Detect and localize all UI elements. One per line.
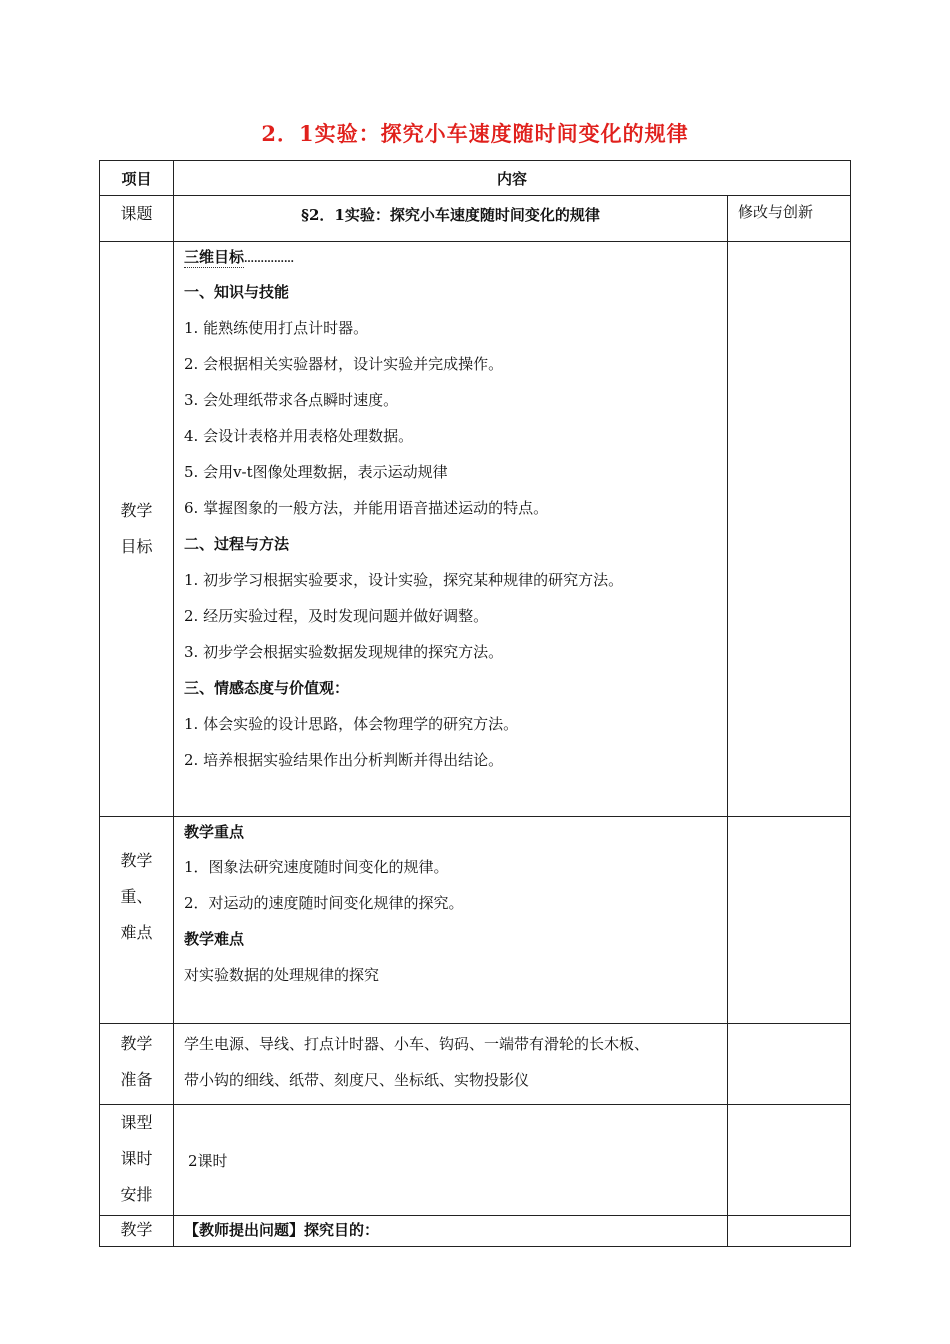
schedule-label <box>100 1105 174 1216</box>
objectives-heading-dots: …………… <box>244 254 295 265</box>
topic-row <box>100 196 851 242</box>
objectives-row <box>100 242 851 817</box>
header-content: 内容 <box>174 161 851 196</box>
focus-title: 教学重点 <box>184 823 245 841</box>
keypoints-label-line2: 重、 <box>120 887 153 906</box>
section-values-title: 三、情感态度与价值观： <box>184 679 350 697</box>
list-item: 5. 会用v-t图像处理数据，表示运动规律 <box>184 463 448 481</box>
objectives-label <box>100 242 174 817</box>
keypoints-row <box>100 817 851 1024</box>
header-item: 项目 <box>100 161 174 196</box>
preparation-row <box>100 1024 851 1105</box>
list-item: 6. 掌握图象的一般方法，并能用语音描述运动的特点。 <box>184 499 549 517</box>
keypoints-content <box>174 817 728 1024</box>
preparation-line1: 学生电源、导线、打点计时器、小车、钩码、一端带有滑轮的长木板、 <box>184 1035 650 1053</box>
preparation-label <box>100 1024 174 1105</box>
objectives-label-line1: 教学 <box>120 501 153 520</box>
list-item: 4. 会设计表格并用表格处理数据。 <box>184 427 414 445</box>
schedule-content <box>174 1105 728 1216</box>
process-content: 【教师提出问题】探究目的： <box>174 1216 728 1247</box>
list-item: 2. 会根据相关实验器材，设计实验并完成操作。 <box>184 355 504 373</box>
list-item: 3. 初步学会根据实验数据发现规律的探究方法。 <box>184 643 504 661</box>
header-row <box>100 161 851 196</box>
section-knowledge-title: 一、知识与技能 <box>184 283 290 301</box>
list-item: 2. 培养根据实验结果作出分析判断并得出结论。 <box>184 751 504 769</box>
process-row <box>100 1216 851 1247</box>
section-process-title: 二、过程与方法 <box>184 535 290 553</box>
schedule-label-line1: 课型 <box>120 1113 153 1132</box>
preparation-line2: 带小钩的细线、纸带、刻度尺、坐标纸、实物投影仪 <box>184 1071 530 1089</box>
difficulty-title: 教学难点 <box>184 930 245 948</box>
objectives-edit-cell <box>727 242 850 817</box>
process-label: 教学 <box>100 1216 174 1247</box>
objectives-heading-text: 三维目标 <box>184 248 245 266</box>
preparation-content <box>174 1024 728 1105</box>
preparation-label-line1: 教学 <box>120 1034 153 1053</box>
edit-label: 修改与创新 <box>727 196 850 242</box>
objectives-label-line2: 目标 <box>120 537 153 556</box>
topic-content: §2．1实验：探究小车速度随时间变化的规律 <box>174 196 728 242</box>
list-item: 2．对运动的速度随时间变化规律的探究。 <box>184 894 464 912</box>
list-item: 2. 经历实验过程，及时发现问题并做好调整。 <box>184 607 489 625</box>
schedule-edit-cell <box>727 1105 850 1216</box>
keypoints-label <box>100 817 174 1024</box>
process-edit-cell <box>727 1216 850 1247</box>
schedule-row <box>100 1105 851 1216</box>
preparation-label-line2: 准备 <box>120 1070 153 1089</box>
list-item: 1. 体会实验的设计思路，体会物理学的研究方法。 <box>184 715 519 733</box>
topic-label: 课题 <box>100 196 174 242</box>
list-item: 1. 能熟练使用打点计时器。 <box>184 319 369 337</box>
keypoints-label-line3: 难点 <box>120 923 153 942</box>
objectives-content <box>174 242 728 817</box>
schedule-label-line2: 课时 <box>120 1149 153 1168</box>
keypoints-edit-cell <box>727 817 850 1024</box>
objectives-heading <box>184 244 727 274</box>
preparation-edit-cell <box>727 1024 850 1105</box>
list-item: 3. 会处理纸带求各点瞬时速度。 <box>184 391 399 409</box>
document-title: 2．1实验：探究小车速度随时间变化的规律 <box>261 121 689 146</box>
schedule-label-line3: 安排 <box>120 1185 153 1204</box>
schedule-value: 2课时 <box>188 1152 228 1170</box>
lesson-plan-table <box>99 160 851 1247</box>
difficulty-text: 对实验数据的处理规律的探究 <box>184 966 380 984</box>
list-item: 1．图象法研究速度随时间变化的规律。 <box>184 858 449 876</box>
list-item: 1. 初步学习根据实验要求，设计实验，探究某种规律的研究方法。 <box>184 571 624 589</box>
keypoints-label-line1: 教学 <box>120 851 153 870</box>
